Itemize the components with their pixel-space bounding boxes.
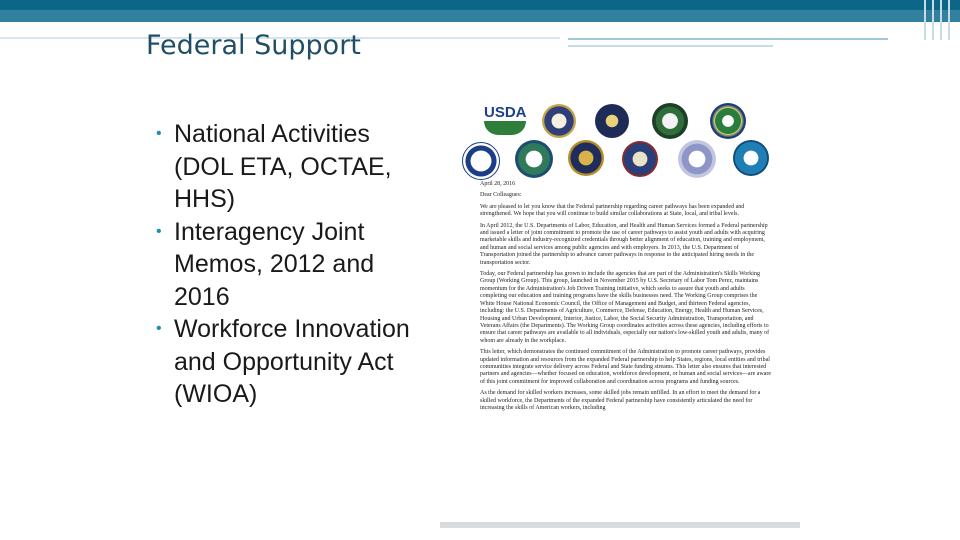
letter-date: April 28, 2016 <box>480 181 516 187</box>
letter-paragraph: This letter, which demonstrates the continued commitment of the Administration to promote career pathways, provides updated information and resources from the expanded Federal partnership to help States, regions, local entities and tribal communities integrate service delivery across Federal and State funding streams. This letter also ensures that interested partners and agencies—whether focused on education, workforce development, or human and social services—are aware of this joint commitment for improved collaboration and coordination across programs and funding sources. <box>480 349 772 385</box>
letter-body <box>480 181 772 416</box>
slide-title: Federal Support <box>146 30 361 61</box>
energy-seal-icon <box>710 103 746 139</box>
hhs-seal-icon <box>462 142 500 180</box>
top-banner <box>0 0 960 22</box>
title-rule-right-short <box>568 45 773 47</box>
bullet-list <box>156 118 412 411</box>
letter-paragraph: We are pleased to let you know that the Federal partnership regarding career pathways has been expanded and strengthened. We hope that you will continue to build similar collaborations at State, local, and tribal levels. <box>480 203 745 218</box>
letter-paragraph: Today, our Federal partnership has grown to include the agencies that are part of the Administration's Skills Working Group (Working Group). This group, launched in November 2015 by U.S. Secretary of Labor Tom Perez, maintains momentum for the Administration's Job Driven Training initiative, which seeks to assure that youth and adults completing our education and training programs have the skills businesses need. The Working Group comprises the White House National Economic Council, the Office of Management and Budget, and thirteen Federal agencies, including: the U.S. Departments of Agriculture, Commerce, Defense, Education, Energy, Health and Human Services, Housing and Urban Development, Interior, Justice, Labor, the Social Security Administration, Transportation, and Veterans Affairs (the Departments). The Working Group coordinates activities across these agencies, including efforts to ensure that career pathways are available to all individuals, especially our nation's low-skilled youth and adults, many of whom are already in the workplace. <box>480 271 770 344</box>
title-rule-right <box>568 38 888 40</box>
labor-seal-icon <box>622 141 658 177</box>
letter-paragraph: In April 2012, the U.S. Departments of Labor, Education, and Health and Human Services formed a Federal partnership and issued a letter of joint commitment to promote the use of career pathways to assist youth and adults with acquiring marketable skills and industry-recognized credentials through better alignment of education, training and employment, and human and social services among public agencies and with employers. In 2013, the U.S. Department of Transportation joined the partnership to advance career pathways in response to the anticipated hiring needs in the transportation sector. <box>480 222 768 266</box>
bullet-item: • National Activities (DOL ETA, OCTAE, HHS) <box>156 120 392 213</box>
letter-paragraph: As the demand for skilled workers increases, some skilled jobs remain unfilled. In an effort to meet the demand for a skilled workforce, the Departments of the expanded Federal partnership have consistently articulated the need for increasing the skills of American workers, including <box>480 390 761 411</box>
interior-seal-icon <box>652 103 688 139</box>
letter-image-shadow <box>440 522 800 528</box>
letter-greeting: Dear Colleagues: <box>480 192 522 199</box>
bullet-icon: • <box>156 222 162 240</box>
bullet-item: • Interagency Joint Memos, 2012 and 2016 <box>156 217 375 311</box>
justice-seal-icon <box>568 140 604 176</box>
corner-decoration <box>920 0 960 40</box>
usda-logo-text: USDA <box>484 104 527 121</box>
defense-seal-icon <box>595 104 629 138</box>
bullet-icon: • <box>156 125 162 142</box>
bullet-item: • Workforce Innovation and Opportunity Act (WIOA) <box>156 315 410 408</box>
commerce-seal-icon <box>542 104 576 138</box>
education-seal-icon <box>678 140 716 178</box>
hud-seal-icon <box>515 140 553 178</box>
transportation-seal-icon <box>733 140 769 176</box>
bullet-icon: • <box>156 320 162 337</box>
